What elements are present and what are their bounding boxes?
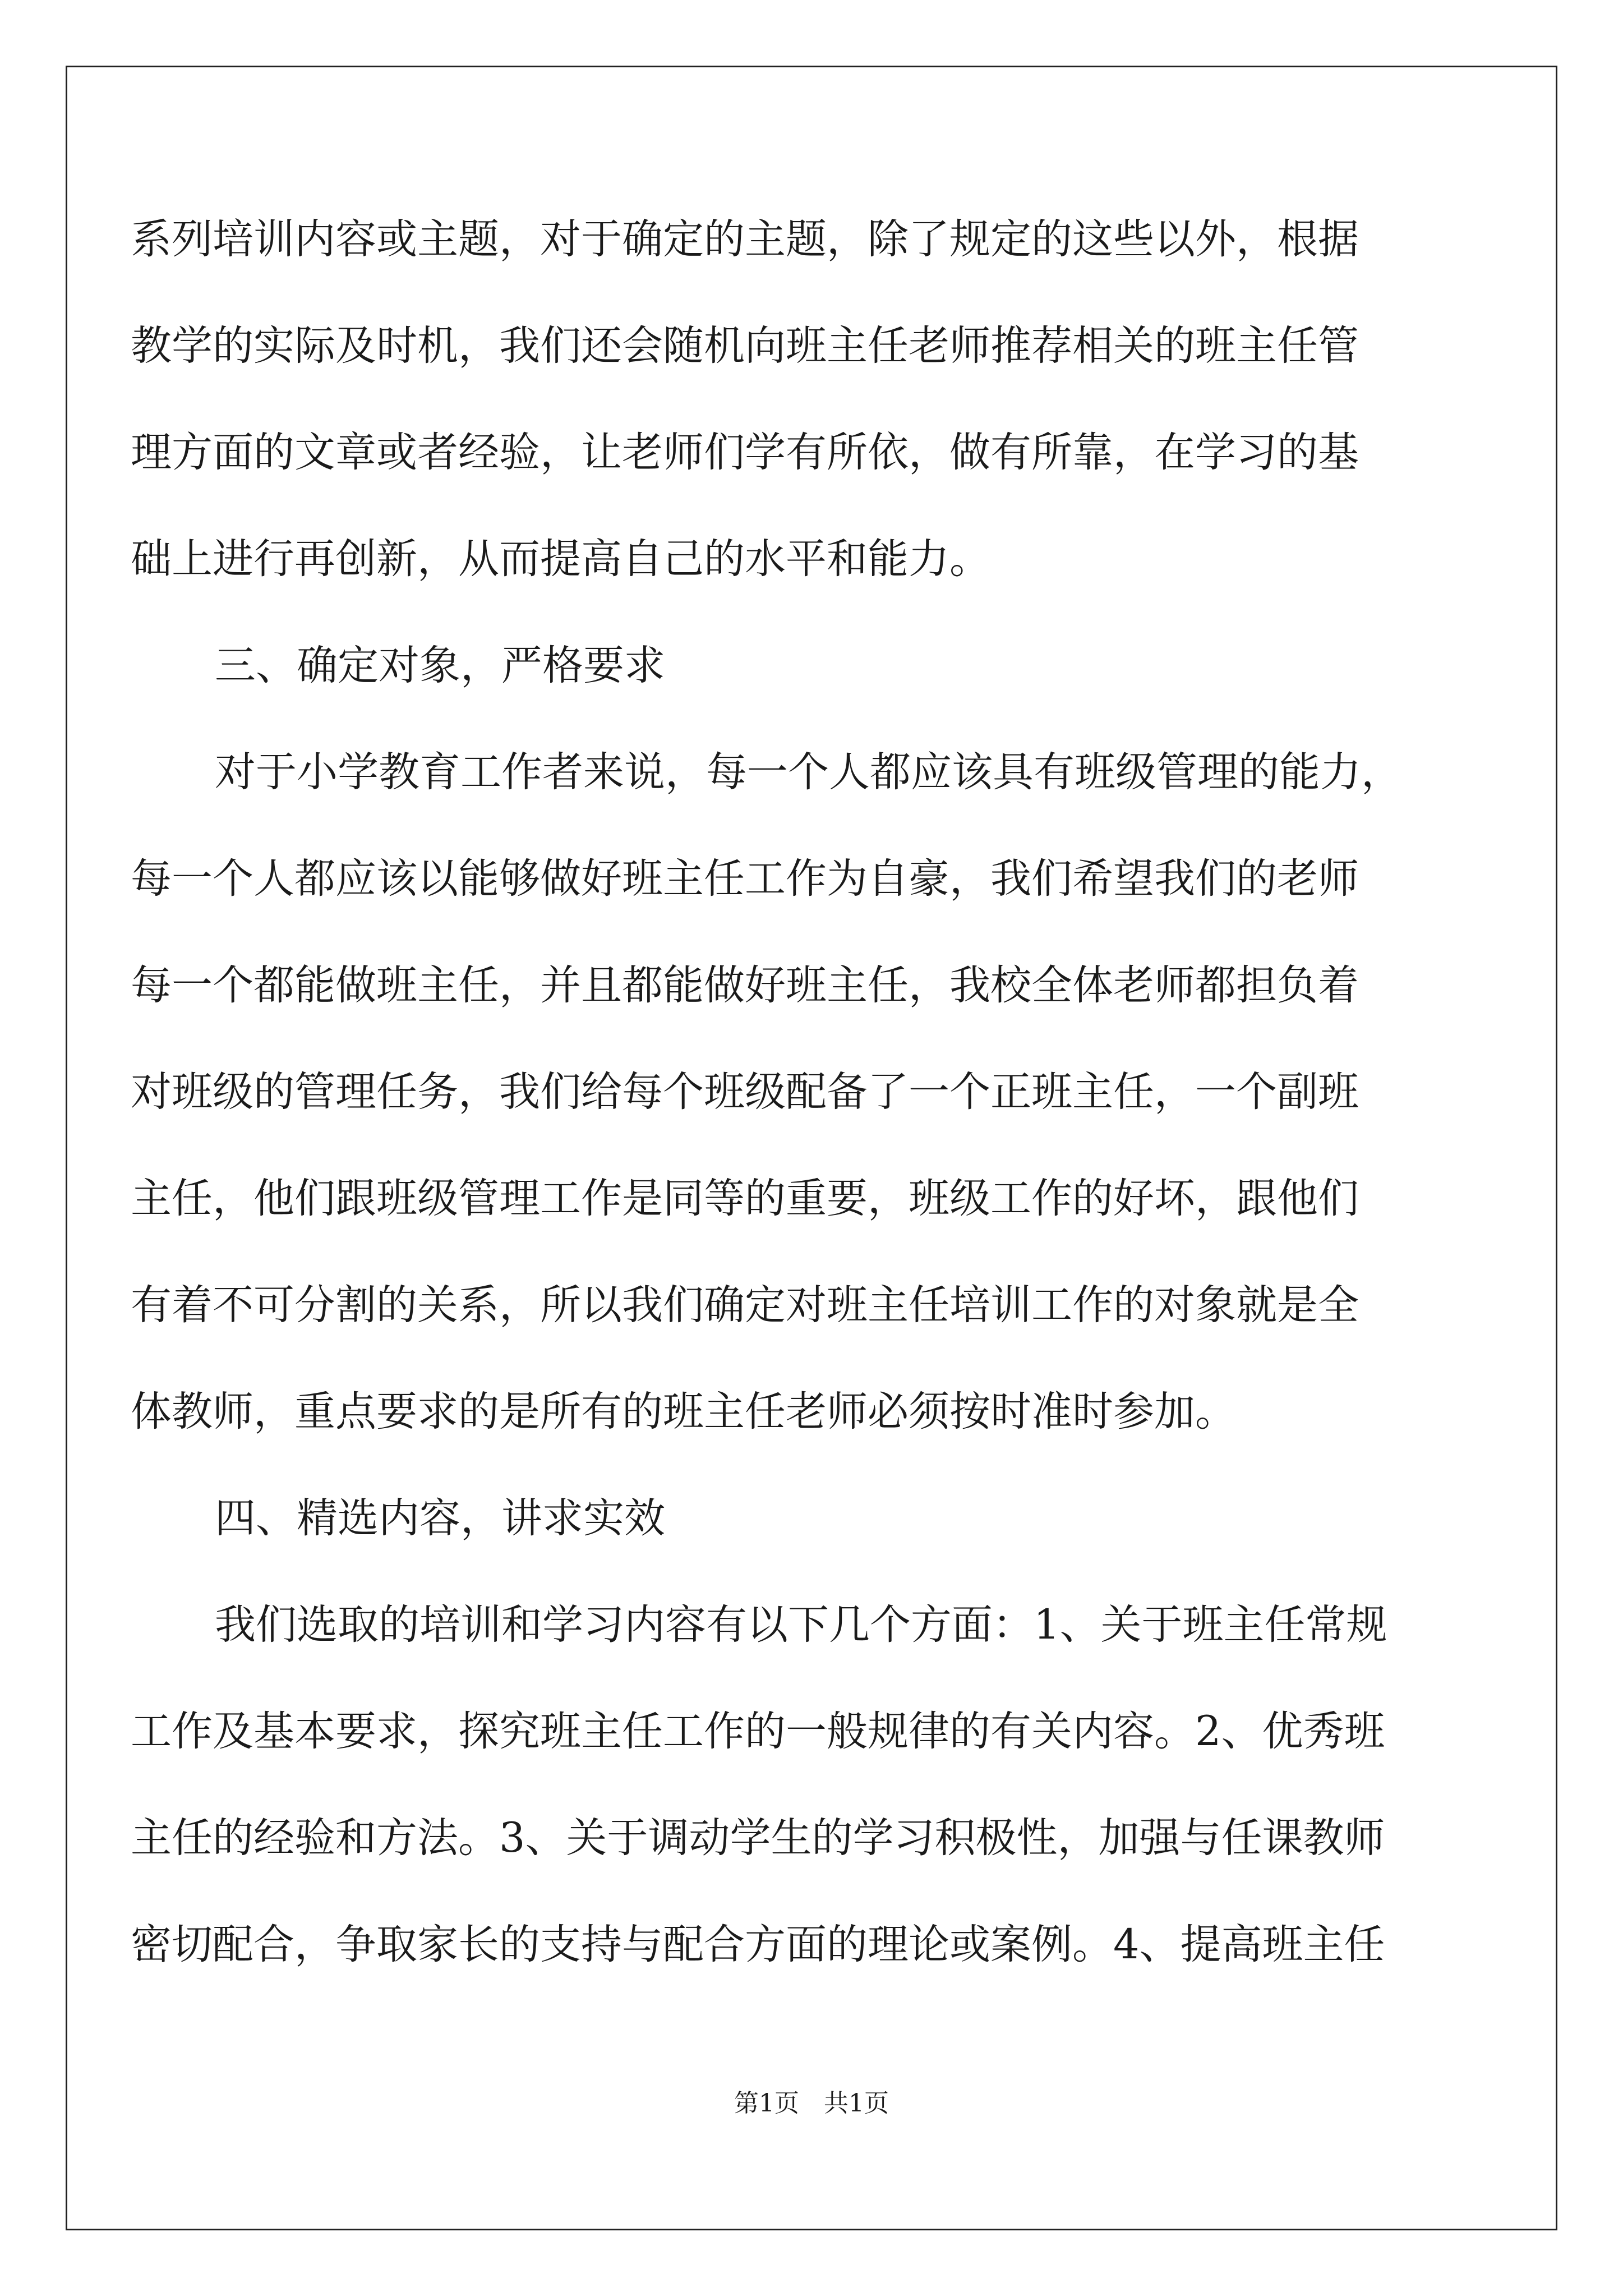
text-line-3: 理方面的文章或者经验，让老师们学有所依，做有所靠，在学习的基 — [131, 429, 1359, 476]
text-line-11: 有着不可分割的关系，所以我们确定对班主任培训工作的对象就是全 — [131, 1281, 1359, 1329]
text-line-7: 每一个人都应该以能够做好班主任工作为自豪，我们希望我们的老师 — [131, 855, 1359, 903]
text-line-4: 础上进行再创新，从而提高自己的水平和能力。 — [131, 535, 990, 583]
text-line-12: 体教师，重点要求的是所有的班主任老师必须按时准时参加。 — [131, 1388, 1236, 1435]
text-line-8: 每一个都能做班主任，并且都能做好班主任，我校全体老师都担负着 — [131, 961, 1359, 1009]
text-line-17: 密切配合，争取家长的支持与配合方面的理论或案例。4、提高班主任 — [131, 1921, 1385, 1968]
paragraph-start-line: 对于小学教育工作者来说，每一个人都应该具有班级管理的能力， — [215, 748, 1402, 796]
text-line-1: 系列培训内容或主题，对于确定的主题，除了规定的这些以外，根据 — [131, 215, 1359, 263]
section-heading-3: 三、确定对象，严格要求 — [215, 642, 665, 689]
paragraph-start-line: 我们选取的培训和学习内容有以下几个方面：1、关于班主任常规 — [215, 1601, 1387, 1649]
text-line-15: 工作及基本要求，探究班主任工作的一般规律的有关内容。2、优秀班 — [131, 1708, 1385, 1755]
text-line-9: 对班级的管理任务，我们给每个班级配备了一个正班主任，一个副班 — [131, 1068, 1359, 1116]
page-border — [66, 66, 1557, 2230]
text-line-2: 教学的实际及时机，我们还会随机向班主任老师推荐相关的班主任管 — [131, 322, 1359, 370]
text-line-10: 主任，他们跟班级管理工作是同等的重要，班级工作的好坏，跟他们 — [131, 1175, 1359, 1222]
section-heading-4: 四、精选内容，讲求实效 — [215, 1494, 665, 1542]
text-line-16: 主任的经验和方法。3、关于调动学生的学习积极性，加强与任课教师 — [131, 1814, 1385, 1862]
page-number-footer: 第1页 共1页 — [734, 2089, 889, 2118]
